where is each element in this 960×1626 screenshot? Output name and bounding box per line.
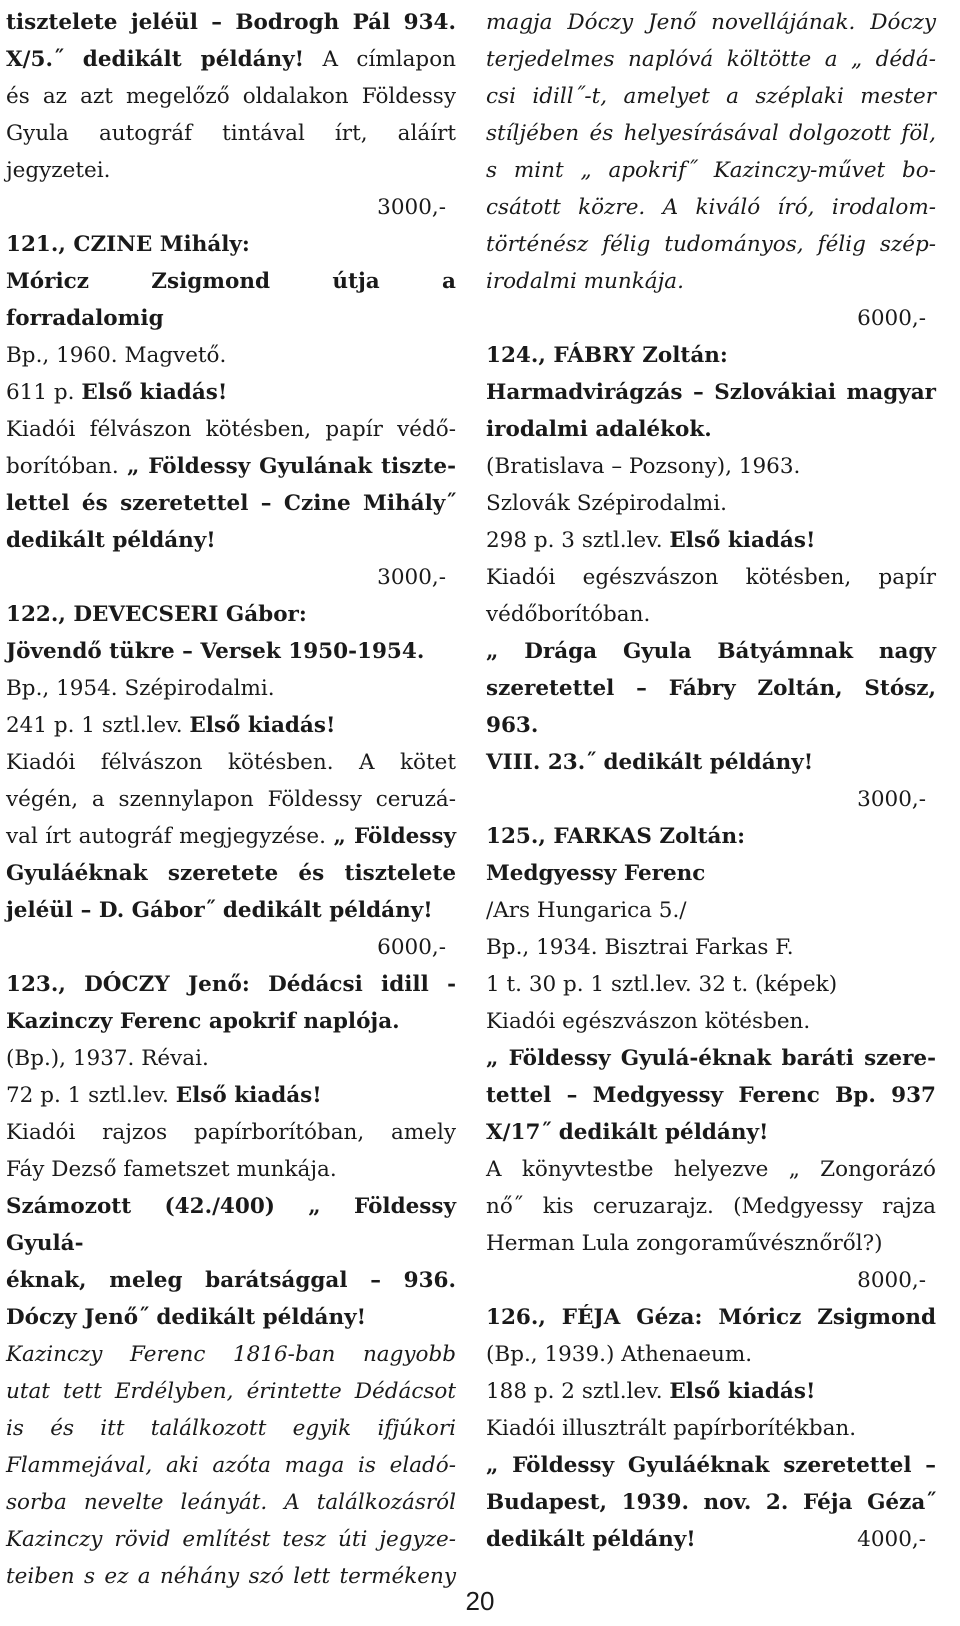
entry-121-imprint: Bp., 1960. Magvető. <box>6 343 227 368</box>
text-span: 188 p. 2 sztl.lev. <box>486 1379 670 1404</box>
entry-122-imprint: Bp., 1954. Szépirodalmi. <box>6 676 275 701</box>
entry-124-heading: 124., FÁBRY Zoltán: <box>486 343 728 368</box>
dedication-note: Számozott (42./400) „ Földessy Gyulá- <box>6 1194 456 1256</box>
dedication-note: lettel és szeretettel – Czine Mihály˝ <box>6 491 456 516</box>
entry-123-title: Kazinczy Ferenc apokrif naplója. <box>6 1009 400 1034</box>
text-span: 298 p. 3 sztl.lev. <box>486 528 670 553</box>
text-line: Kiadói illusztrált papírborítékban. <box>486 1416 857 1441</box>
text-span: val írt autográf megjegyzése. <box>6 824 334 849</box>
text-line <box>486 1521 936 1558</box>
first-edition-label: Első kiadás! <box>669 1379 816 1404</box>
entry-126-collation <box>486 1373 936 1410</box>
entry-121-collation <box>6 374 456 411</box>
text-line <box>6 41 456 78</box>
annotation-line: stíljében és helyesírásával dolgozott föl, <box>486 121 936 146</box>
dedication-note: „ Földessy Gyuláéknak szeretettel – <box>486 1453 936 1478</box>
text-span: 241 p. 1 sztl.lev. <box>6 713 190 738</box>
dedication-note: dedikált példány! <box>486 1527 696 1552</box>
text-line: tisztelete jeléül – Bodrogh Pál 934. <box>6 10 456 35</box>
first-edition-label: Első kiadás! <box>189 713 336 738</box>
dedication-note: „ Földessy Gyulá-éknak baráti szere- <box>486 1046 936 1071</box>
text-line: Kiadói félvászon kötésben, papír védő- <box>6 417 456 442</box>
entry-124-title: Harmadvirágzás – Szlovákiai magyar <box>486 380 936 405</box>
dedication-note: „ Földessy Gyulának tiszte- <box>126 454 456 479</box>
text-span: borítóban. <box>6 454 127 479</box>
annotation-line: történész félig tudományos, félig szép- <box>486 232 936 257</box>
dedication-note: dedikált példány! <box>6 528 216 553</box>
right-column <box>486 4 936 1558</box>
entry-123-collation <box>6 1077 456 1114</box>
price: 6000,- <box>377 935 446 960</box>
entry-124-imprint: (Bratislava – Pozsony), 1963. <box>486 454 801 479</box>
text-line: Kiadói egészvászon kötésben, papír <box>486 565 936 590</box>
annotation-line: Kazinczy Ferenc 1816-ban nagyobb <box>6 1342 456 1367</box>
dedication-note: jeléül – D. Gábor˝ dedikált példány! <box>6 898 433 923</box>
price: 3000,- <box>377 195 446 220</box>
first-edition-label: Első kiadás! <box>669 528 816 553</box>
dedication-note: szeretettel – Fábry Zoltán, Stósz, 963. <box>486 676 936 738</box>
text-span: 72 p. 1 sztl.lev. <box>6 1083 176 1108</box>
dedication-note: „ Földessy <box>333 824 456 849</box>
text-line: Kiadói egészvászon kötésben. <box>486 1009 811 1034</box>
entry-124-subtitle: irodalmi adalékok. <box>486 417 712 442</box>
dedication-note: VIII. 23.˝ dedikált példány! <box>486 750 814 775</box>
price: 3000,- <box>377 565 446 590</box>
entry-122-heading: 122., DEVECSERI Gábor: <box>6 602 307 627</box>
first-edition-label: Első kiadás! <box>81 380 228 405</box>
entry-122-title: Jövendő tükre – Versek 1950-1954. <box>6 639 425 664</box>
annotation-line: irodalmi munkája. <box>486 269 684 294</box>
page-number: 20 <box>465 1586 495 1616</box>
dedication-note: X/17˝ dedikált példány! <box>486 1120 769 1145</box>
left-column <box>6 4 456 1595</box>
price: 3000,- <box>857 787 926 812</box>
entry-122-collation <box>6 707 456 744</box>
entry-126-imprint: (Bp., 1939.) Athenaeum. <box>486 1342 753 1367</box>
dedication-note: Budapest, 1939. nov. 2. Féja Géza˝ <box>486 1490 936 1515</box>
price: 4000,- <box>857 1527 926 1552</box>
annotation-line: sorba nevelte leányát. A találkozásról <box>6 1490 456 1515</box>
dedication-note: Dóczy Jenő˝ dedikált példány! <box>6 1305 367 1330</box>
annotation-line: csi idill˝-t, amelyet a széplaki mester <box>486 84 936 109</box>
text-line: védőborítóban. <box>486 602 651 627</box>
annotation-line: magja Dóczy Jenő novellájának. Dóczy <box>486 10 936 35</box>
text-line: Fáy Dezső fametszet munkája. <box>6 1157 337 1182</box>
first-edition-label: Első kiadás! <box>175 1083 322 1108</box>
entry-124-publisher: Szlovák Szépirodalmi. <box>486 491 727 516</box>
text-line: és az azt megelőző oldalakon Földessy <box>6 84 456 109</box>
entry-125-title: Medgyessy Ferenc <box>486 861 706 886</box>
entry-125-heading: 125., FARKAS Zoltán: <box>486 824 746 849</box>
text-line: nő˝ kis ceruzarajz. (Medgyessy rajza <box>486 1194 936 1219</box>
dedication-note: Gyuláéknak szeretete és tisztelete <box>6 861 456 886</box>
annotation-line: csátott közre. A kiváló író, irodalom- <box>486 195 936 220</box>
dedication-note: tettel – Medgyessy Ferenc Bp. 937 <box>486 1083 936 1108</box>
annotation-line: s mint „ apokrif˝ Kazinczy-művet bo- <box>486 158 936 183</box>
text-line: Kiadói rajzos papírborítóban, amely <box>6 1120 456 1145</box>
entry-123-heading: 123., DÓCZY Jenő: Dédácsi idill - <box>6 972 456 997</box>
annotation-line: Kazinczy rövid említést tesz úti jegyze- <box>6 1527 456 1552</box>
entry-125-imprint: Bp., 1934. Bisztrai Farkas F. <box>486 935 794 960</box>
annotation-line: Flammejával, aki azóta maga is eladó- <box>6 1453 456 1478</box>
annotation-line: terjedelmes naplóvá költötte a „ dédá- <box>486 47 936 72</box>
entry-123-imprint: (Bp.), 1937. Révai. <box>6 1046 209 1071</box>
text-line <box>6 448 456 485</box>
dedication-note: „ Drága Gyula Bátyámnak nagy <box>486 639 936 664</box>
dedication-note: X/5.˝ dedikált példány! <box>6 47 305 72</box>
text-span: A címlapon <box>304 47 456 72</box>
annotation-line: utat tett Erdélyben, érintette Dédácsot <box>6 1379 456 1404</box>
text-line <box>6 818 456 855</box>
annotation-line: is és itt találkozott egyik ifjúkori <box>6 1416 456 1441</box>
entry-125-collation: 1 t. 30 p. 1 sztl.lev. 32 t. (képek) <box>486 972 838 997</box>
text-line: Herman Lula zongoraművésznőről?) <box>486 1231 883 1256</box>
text-line: végén, a szennylapon Földessy ceruzá- <box>6 787 456 812</box>
text-line: jegyzetei. <box>6 158 111 183</box>
price: 6000,- <box>857 306 926 331</box>
text-line: Kiadói félvászon kötésben. A kötet <box>6 750 456 775</box>
entry-124-collation <box>486 522 936 559</box>
annotation-line: teiben s ez a néhány szó lett termékeny <box>6 1564 456 1589</box>
price: 8000,- <box>857 1268 926 1293</box>
dedication-note: éknak, meleg barátsággal – 936. <box>6 1268 456 1293</box>
entry-126-heading: 126., FÉJA Géza: Móricz Zsigmond <box>486 1305 936 1330</box>
entry-125-series: /Ars Hungarica 5./ <box>486 898 687 923</box>
entry-121-title: Móricz Zsigmond útja a forradalomig <box>6 269 456 331</box>
text-span: 611 p. <box>6 380 82 405</box>
text-line: A könyvtestbe helyezve „ Zongorázó <box>486 1157 936 1182</box>
text-line: Gyula autográf tintával írt, aláírt <box>6 121 456 146</box>
entry-121-heading: 121., CZINE Mihály: <box>6 232 250 257</box>
